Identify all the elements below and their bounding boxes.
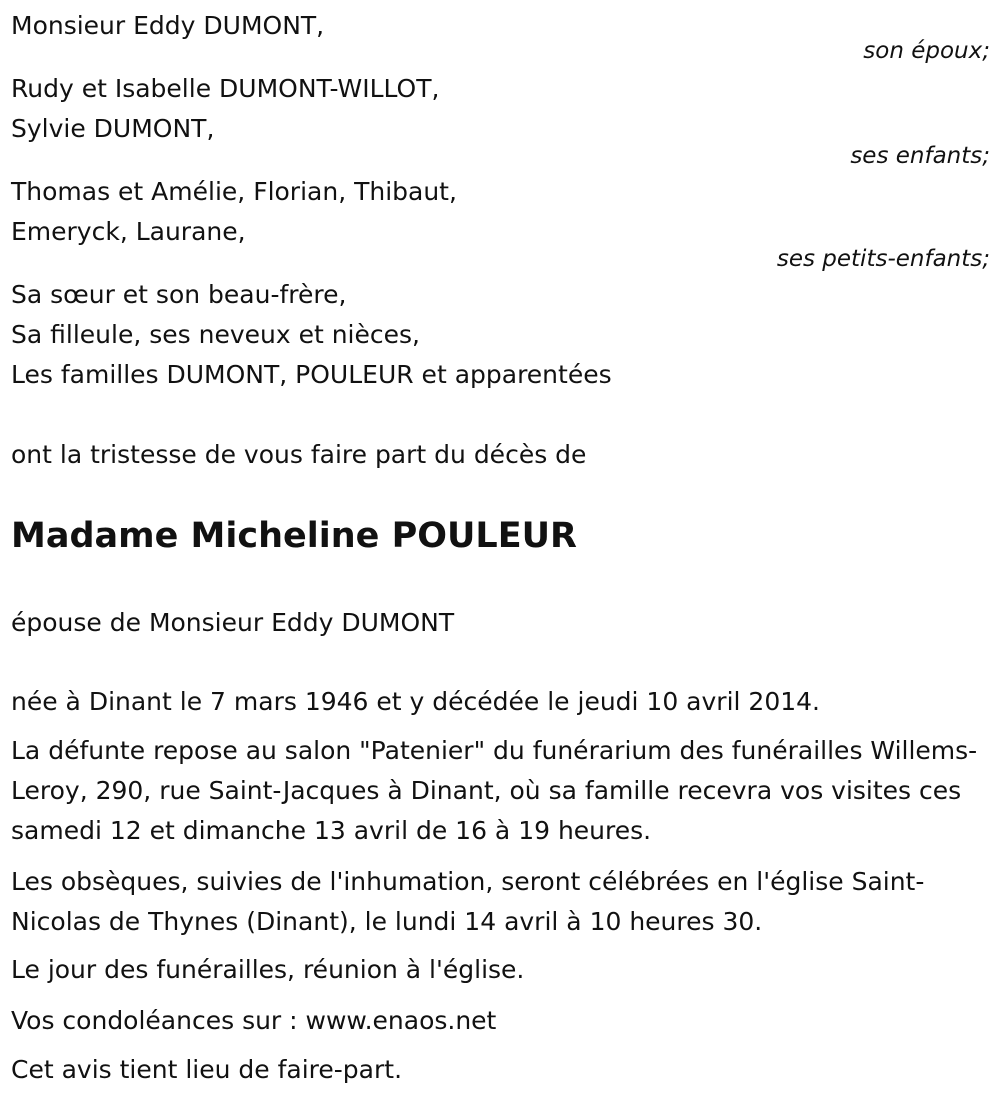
funeral-paragraph: Les obsèques, suivies de l'inhumation, seront célébrées en l'église Saint-Nicolas de Thynes (Dinant), le lundi 14 avril à 10 heures 30. <box>11 867 925 936</box>
relative-line: Sa sœur et son beau-frère, <box>11 280 347 309</box>
grandchild-name: Thomas et Amélie, Florian, Thibaut, <box>11 177 457 206</box>
relative-line: Sa filleule, ses neveux et nièces, <box>11 320 420 349</box>
grandchildren-group <box>11 172 988 272</box>
condolences-line: Vos condoléances sur : www.enaos.net <box>11 1006 497 1035</box>
grandchildren-role: ses petits-enfants; <box>776 246 990 272</box>
child-name: Sylvie DUMONT, <box>11 114 215 143</box>
deceased-name: Madame Micheline POULEUR <box>11 516 577 556</box>
spouse-name: Monsieur Eddy DUMONT, <box>11 11 325 40</box>
birth-death-line: née à Dinant le 7 mars 1946 et y décédée le jeudi 10 avril 2014. <box>11 687 820 716</box>
children-group <box>11 69 988 169</box>
relative-line: Les familles DUMONT, POULEUR et apparentées <box>11 360 612 389</box>
spouse-role: son époux; <box>863 38 990 64</box>
visitation-paragraph: La défunte repose au salon "Patenier" du funérarium des funérailles Willems-Leroy, 290, rue Saint-Jacques à Dinant, où sa famille recevra vos visites ces samedi 12 et dimanche 13 avril de 16 à 19 heures. <box>11 736 978 845</box>
children-role: ses enfants; <box>850 143 990 169</box>
other-relatives-group <box>11 275 988 395</box>
notice-line: Cet avis tient lieu de faire-part. <box>11 1055 403 1084</box>
deceased-relation: épouse de Monsieur Eddy DUMONT <box>11 608 455 637</box>
spouse-group <box>11 6 988 64</box>
meeting-line: Le jour des funérailles, réunion à l'église. <box>11 955 525 984</box>
child-name: Rudy et Isabelle DUMONT-WILLOT, <box>11 74 440 103</box>
announcement-text: ont la tristesse de vous faire part du décès de <box>11 440 587 469</box>
grandchild-name: Emeryck, Laurane, <box>11 217 246 246</box>
